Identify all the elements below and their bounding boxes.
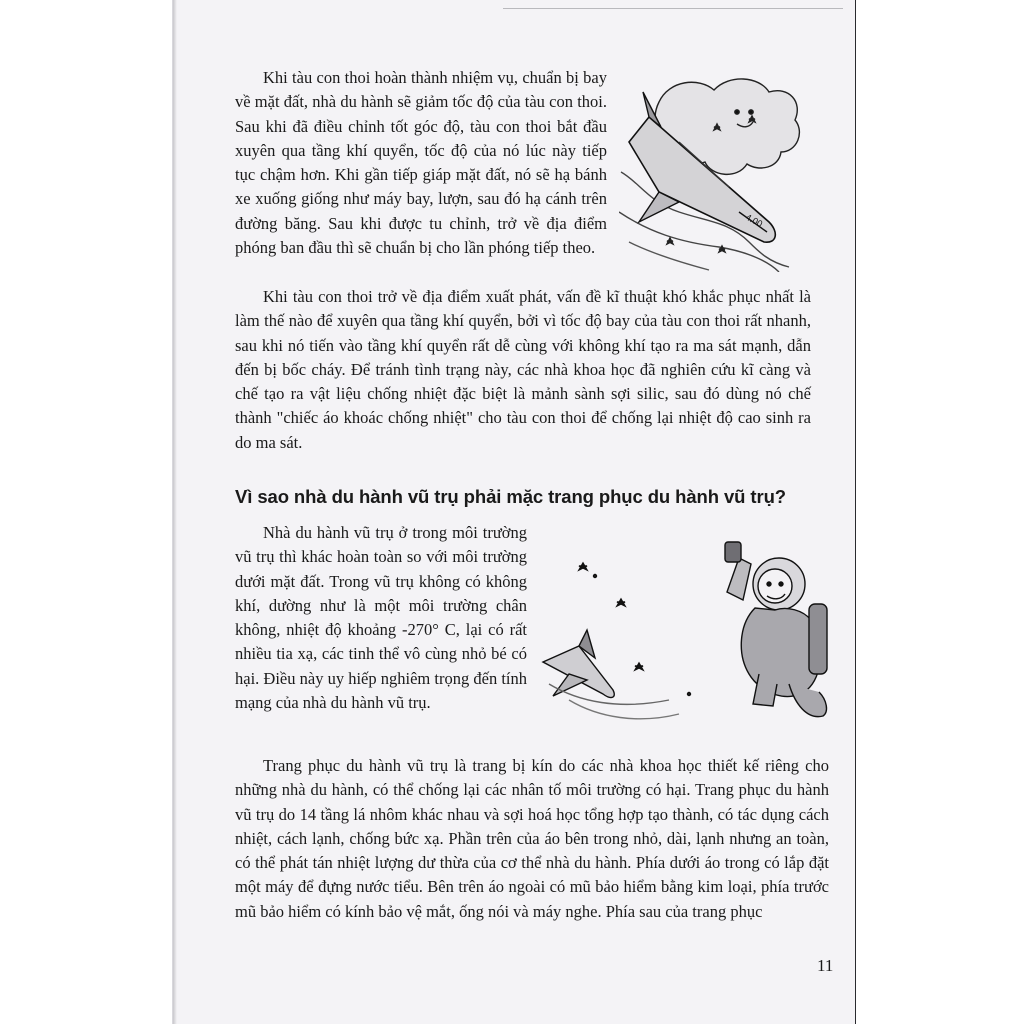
paragraph-1: Khi tàu con thoi hoàn thành nhiệm vụ, chuẩn bị bay về mặt đất, nhà du hành sẽ giảm tốc độ của tàu con thoi. Sau khi đã điều chỉnh tốt góc độ, tàu con thoi bắt đầu xuyên qua tầng khí quyển, tốc độ của nó lúc này tiếp tục chậm hơn. Khi gần tiếp giáp mặt đất, nó sẽ hạ bánh xe xuống giống như máy bay, lượn, sau đó hạ cánh trên đường băng. Sau khi được tu chỉnh, trở về địa điểm phóng ban đầu thì sẽ chuẩn bị cho lần phóng tiếp theo. <box>235 68 607 258</box>
paragraph-4: Trang phục du hành vũ trụ là trang bị kín do các nhà khoa học thiết kế riêng cho những nhà du hành, có thể chống lại các nhân tố môi trường có hại. Trang phục du hành vũ trụ do 14 tầng lá nhôm khác nhau và sợi hoá học tổng hợp tạo thành, có tác dụng cách nhiệt, cách lạnh, chống bức xạ. Phần trên của áo bên trong nhỏ, dài, lạnh nhưng an toàn, có thể phát tán nhiệt lượng dư thừa của cơ thể nhà du hành. Phía dưới áo trong có lắp đặt một máy để đựng nước tiểu. Bên trên áo ngoài có mũ bảo hiểm bằng kim loại, phía trước mũ bảo hiểm có kính bảo vệ mắt, ống nói và máy nghe. Phía sau của trang phục <box>235 756 829 921</box>
shuttle-marking: 4.00 <box>744 211 765 229</box>
star-icon <box>579 563 587 570</box>
section-heading: Vì sao nhà du hành vũ trụ phải mặc trang phục du hành vũ trụ? <box>235 486 786 507</box>
shuttle-reentry-illustration <box>619 72 805 272</box>
paragraph-3: Nhà du hành vũ trụ ở trong môi trường vũ trụ thì khác hoàn toàn so với môi trường dưới mặt đất. Trong vũ trụ không có không khí, dường như là một môi trường chân không, nhiệt độ khoảng -270° C, lại có rất nhiều tia xạ, các tinh thể vô cùng nhỏ bé có hại. Điều này uy hiếp nghiêm trọng đến tính mạng của nhà du hành vũ trụ. <box>235 523 527 713</box>
star-icon <box>635 663 643 670</box>
star-icon <box>617 599 625 606</box>
book-page <box>172 0 856 1024</box>
page-binding-shadow <box>173 0 177 1024</box>
page-number: 11 <box>817 956 834 975</box>
top-rule <box>503 0 843 9</box>
small-shuttle <box>543 646 614 697</box>
paragraph-2: Khi tàu con thoi trở về địa điểm xuất phát, vấn đề kĩ thuật khó khắc phục nhất là làm thế nào để xuyên qua tầng khí quyển, bởi vì tốc độ bay của tàu con thoi rất nhanh, sau khi nó tiến vào tầng khí quyển rất dễ cùng với không khí tạo ra ma sát mạnh, dẫn đến bị bốc cháy. Để tránh tình trạng này, các nhà khoa học đã nghiên cứu kĩ càng và chế tạo ra vật liệu chống nhiệt đặc biệt là mảnh sành sợi silic, sau đó dùng nó chế thành "chiếc áo khoác chống nhiệt" cho tàu con thoi để chống lại nhiệt độ cao sinh ra do ma sát. <box>235 287 811 452</box>
astronaut-figure <box>725 542 827 717</box>
astronaut-shuttle-illustration <box>539 534 833 730</box>
